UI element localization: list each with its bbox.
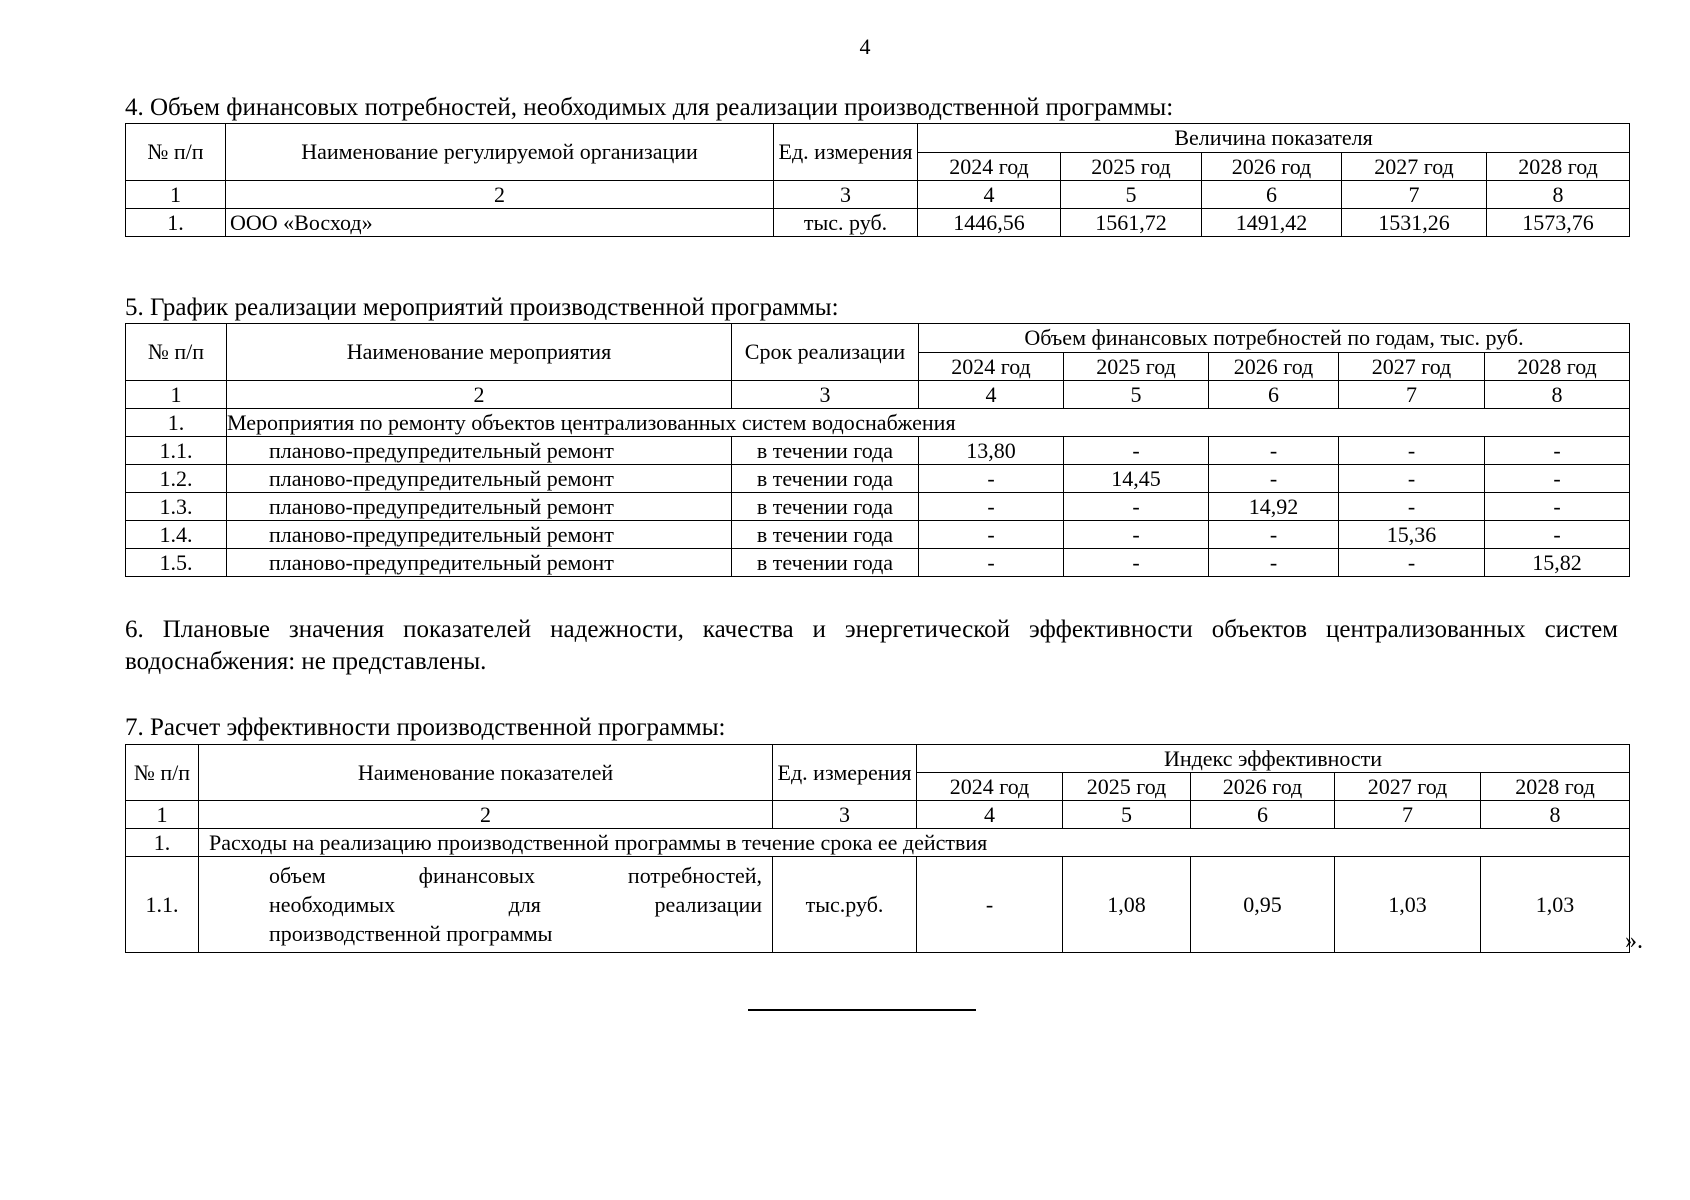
header-value-group: Величина показателя <box>918 124 1630 153</box>
group-row <box>126 409 1630 437</box>
value-cell: 15,36 <box>1339 521 1485 549</box>
table-row <box>126 857 1630 953</box>
value-cell: - <box>1485 493 1630 521</box>
value-cell: - <box>919 493 1064 521</box>
column-number: 1 <box>126 381 227 409</box>
header-year: 2027 год <box>1342 153 1487 181</box>
section-6-text: 6. Плановые значения показателей надежности, качества и энергетической эффективности объектов централизованных систем водоснабжения: не представлены. <box>125 616 1618 675</box>
header-year: 2025 год <box>1064 353 1209 381</box>
header-year: 2026 год <box>1191 773 1335 801</box>
term: в течении года <box>732 437 919 465</box>
column-number: 5 <box>1061 181 1202 209</box>
value-cell: - <box>919 465 1064 493</box>
header-year: 2028 год <box>1487 153 1630 181</box>
header-indicator-name: Наименование показателей <box>199 745 773 801</box>
value-cell: 14,92 <box>1209 493 1339 521</box>
value-cell: - <box>1064 521 1209 549</box>
term: в течении года <box>732 549 919 577</box>
value-cell: - <box>1209 521 1339 549</box>
column-number: 1 <box>126 181 226 209</box>
value-cell: - <box>919 549 1064 577</box>
row-num: 1. <box>126 209 226 237</box>
term: в течении года <box>732 465 919 493</box>
value-cell: 1531,26 <box>1342 209 1487 237</box>
header-year: 2026 год <box>1209 353 1339 381</box>
term: в течении года <box>732 493 919 521</box>
column-number: 3 <box>773 801 917 829</box>
header-activity-name: Наименование мероприятия <box>227 324 732 381</box>
group-title: Расходы на реализацию производственной программы в течение срока ее действия <box>199 829 1630 857</box>
header-year: 2027 год <box>1339 353 1485 381</box>
closing-quote-mark: ». <box>1625 928 1643 954</box>
column-number: 7 <box>1342 181 1487 209</box>
column-number: 8 <box>1487 181 1630 209</box>
value-cell: - <box>1339 493 1485 521</box>
header-num: № п/п <box>126 324 227 381</box>
table-row <box>126 437 1630 465</box>
column-number: 7 <box>1339 381 1485 409</box>
table-row <box>126 549 1630 577</box>
section-4-title: 4. Объем финансовых потребностей, необходимых для реализации производственной программы: <box>125 94 1174 121</box>
financial-needs-table <box>125 123 1630 237</box>
indicator-name-line: объем финансовых потребностей, <box>269 863 762 888</box>
value-cell: 14,45 <box>1064 465 1209 493</box>
column-number: 8 <box>1485 381 1630 409</box>
value-cell: - <box>1209 465 1339 493</box>
column-number: 8 <box>1481 801 1630 829</box>
value-cell: 15,82 <box>1485 549 1630 577</box>
value-cell: - <box>1485 465 1630 493</box>
row-num: 1.5. <box>126 549 227 577</box>
row-num: 1. <box>126 409 227 437</box>
column-number-row <box>126 801 1630 829</box>
header-term: Срок реализации <box>732 324 919 381</box>
term: в течении года <box>732 521 919 549</box>
schedule-table <box>125 323 1630 577</box>
indicator-name-line: производственной программы <box>269 921 553 946</box>
column-number: 6 <box>1202 181 1342 209</box>
value-cell: - <box>1485 437 1630 465</box>
row-num: 1.1. <box>126 857 199 953</box>
efficiency-table <box>125 744 1630 953</box>
column-number: 7 <box>1335 801 1481 829</box>
column-number: 5 <box>1064 381 1209 409</box>
column-number: 3 <box>732 381 919 409</box>
column-number: 1 <box>126 801 199 829</box>
row-num: 1.1. <box>126 437 227 465</box>
value-cell: - <box>1485 521 1630 549</box>
header-year: 2024 год <box>917 773 1063 801</box>
column-number: 4 <box>919 381 1064 409</box>
header-value-group: Индекс эффективности <box>917 745 1630 773</box>
header-year: 2027 год <box>1335 773 1481 801</box>
header-year: 2025 год <box>1063 773 1191 801</box>
header-value-group: Объем финансовых потребностей по годам, тыс. руб. <box>919 324 1630 353</box>
row-num: 1.4. <box>126 521 227 549</box>
value-cell: 0,95 <box>1191 857 1335 953</box>
row-num: 1.2. <box>126 465 227 493</box>
column-number: 4 <box>917 801 1063 829</box>
value-cell: - <box>919 521 1064 549</box>
header-unit: Ед. измерения <box>773 745 917 801</box>
table-row <box>126 465 1630 493</box>
value-cell: 1,08 <box>1063 857 1191 953</box>
value-cell: - <box>1064 437 1209 465</box>
header-unit: Ед. измерения <box>774 124 918 181</box>
indicator-name-line: необходимых для реализации <box>269 892 762 917</box>
header-year: 2026 год <box>1202 153 1342 181</box>
table-row <box>126 209 1630 237</box>
value-cell: 1446,56 <box>918 209 1061 237</box>
header-org-name: Наименование регулируемой организации <box>226 124 774 181</box>
value-cell: 13,80 <box>919 437 1064 465</box>
unit: тыс. руб. <box>774 209 918 237</box>
column-number: 4 <box>918 181 1061 209</box>
row-num: 1. <box>126 829 199 857</box>
value-cell: - <box>917 857 1063 953</box>
value-cell: 1561,72 <box>1061 209 1202 237</box>
value-cell: - <box>1339 549 1485 577</box>
header-year: 2024 год <box>919 353 1064 381</box>
activity-name: планово-предупредительный ремонт <box>227 549 732 577</box>
header-num: № п/п <box>126 745 199 801</box>
header-year: 2028 год <box>1485 353 1630 381</box>
end-separator-line <box>748 1009 976 1011</box>
header-year: 2028 год <box>1481 773 1630 801</box>
column-number: 6 <box>1209 381 1339 409</box>
value-cell: - <box>1064 549 1209 577</box>
section-5-title: 5. График реализации мероприятий производственной программы: <box>125 294 839 321</box>
section-7-title: 7. Расчет эффективности производственной программы: <box>125 714 726 741</box>
value-cell: - <box>1064 493 1209 521</box>
value-cell: - <box>1339 465 1485 493</box>
column-number: 6 <box>1191 801 1335 829</box>
column-number: 3 <box>774 181 918 209</box>
activity-name: планово-предупредительный ремонт <box>227 465 732 493</box>
value-cell: 1,03 <box>1481 857 1630 953</box>
group-row <box>126 829 1630 857</box>
org-name: ООО «Восход» <box>226 209 774 237</box>
header-num: № п/п <box>126 124 226 181</box>
column-number: 2 <box>227 381 732 409</box>
indicator-name <box>199 857 773 953</box>
value-cell: 1573,76 <box>1487 209 1630 237</box>
row-num: 1.3. <box>126 493 227 521</box>
value-cell: - <box>1339 437 1485 465</box>
unit: тыс.руб. <box>773 857 917 953</box>
activity-name: планово-предупредительный ремонт <box>227 521 732 549</box>
table-row <box>126 493 1630 521</box>
value-cell: - <box>1209 437 1339 465</box>
column-number: 2 <box>199 801 773 829</box>
column-number-row <box>126 181 1630 209</box>
activity-name: планово-предупредительный ремонт <box>227 437 732 465</box>
table-row <box>126 521 1630 549</box>
value-cell: - <box>1209 549 1339 577</box>
group-title: Мероприятия по ремонту объектов централизованных систем водоснабжения <box>227 409 1630 437</box>
value-cell: 1,03 <box>1335 857 1481 953</box>
column-number: 2 <box>226 181 774 209</box>
value-cell: 1491,42 <box>1202 209 1342 237</box>
page-number: 4 <box>859 34 871 59</box>
header-year: 2025 год <box>1061 153 1202 181</box>
header-year: 2024 год <box>918 153 1061 181</box>
column-number: 5 <box>1063 801 1191 829</box>
activity-name: планово-предупредительный ремонт <box>227 493 732 521</box>
column-number-row <box>126 381 1630 409</box>
